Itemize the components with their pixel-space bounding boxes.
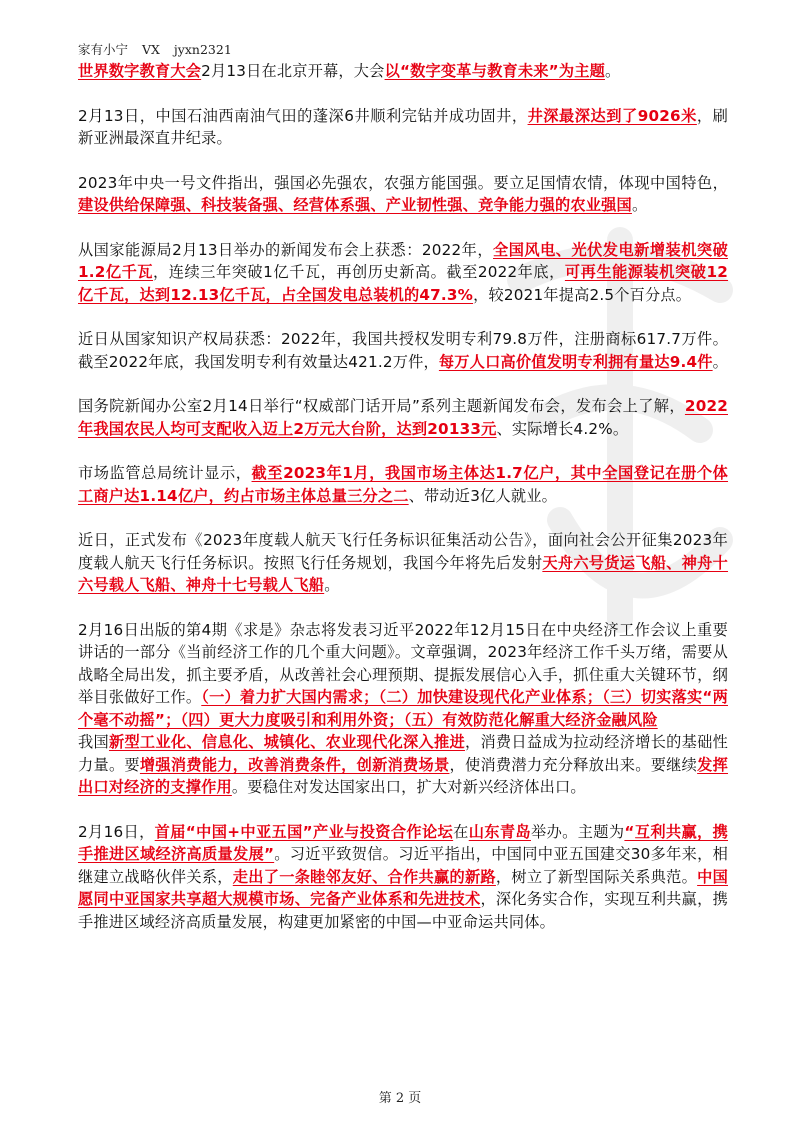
body-text: 、实际增长4.2%。 xyxy=(496,419,629,438)
highlighted-text: 新型工业化、信息化、城镇化、农业现代化深入推进 xyxy=(108,733,465,751)
body-text: 2月16日出版的第4期《求是》杂志将发表习近平2022年12月15日在中央经济工作会议上重要讲话的一部分《当前经济工作的几个重大问题》。文章强调，2023年经济工作千头万绪，需要从战略全局出发，抓主要矛盾，从改善社会心理预期、提振发展信心入手，抓住重大关键环节，纲举目张做好工作。 xyxy=(78,620,728,706)
body-text: 、带动近3亿人就业。 xyxy=(408,486,557,505)
paragraph xyxy=(78,60,728,83)
highlighted-text: 截至2023年1月，我国市场主体达1.7亿户，其中全国登记在册个体工商户达1.14亿户，约占市场主体总量三分之二 xyxy=(78,464,729,505)
body-text: ，消费日益成为拉动经济增长的基础性力量。要 xyxy=(78,733,729,774)
body-text: 近日，正式发布《2023年度载人航天飞行任务标识征集活动公告》，面向社会公开征集2023年度载人航天飞行任务标识。按照飞行任务规划，我国今年将先后发射 xyxy=(78,531,728,572)
body-text: 2月13日，中国石油西南油气田的蓬深6井顺利完钻并成功固井， xyxy=(78,106,528,125)
highlighted-text: 每万人口高价值发明专利拥有量达9.4件 xyxy=(438,352,713,371)
body-text: ，连续三年突破1亿千瓦，再创历史新高。截至2022年底， xyxy=(153,263,565,281)
highlighted-text: 首届“中国+中亚五国”产业与投资合作论坛 xyxy=(154,822,454,841)
body-text: 2月16日， xyxy=(78,822,155,841)
body-text: 。 xyxy=(324,576,340,594)
header-source: 家有小宁 xyxy=(78,42,129,57)
highlighted-text: 增强消费能力，改善消费条件，创新消费场景 xyxy=(139,755,450,774)
highlighted-text: 以“数字变革与教育未来”为主题 xyxy=(384,62,605,80)
highlighted-text: “互利共赢，携手推进区域经济高质量发展” xyxy=(78,822,728,863)
paragraph xyxy=(78,619,728,732)
body-text: ，深化务实合作，实现互利共赢，携手推进区域经济高质量发展，构建更加紧密的中国—中亚命运共同体。 xyxy=(78,890,728,931)
highlighted-text: 全国风电、光伏发电新增装机突破1.2亿千瓦 xyxy=(78,240,728,281)
body-text: 。 xyxy=(631,196,648,214)
body-text: 国务院新闻办公室2月14日举行“权威部门话开局”系列主题新闻发布会，发布会上了解， xyxy=(78,397,685,415)
paragraph xyxy=(78,172,728,217)
body-text: ，使消费潜力充分释放出来。要继续 xyxy=(449,755,698,774)
highlighted-text: 天舟六号货运飞船、神舟十六号载人飞船、神舟十七号载人飞船 xyxy=(78,553,729,594)
paragraph xyxy=(78,328,728,373)
highlighted-text: 山东青岛 xyxy=(468,822,531,841)
page-header xyxy=(78,40,242,58)
highlighted-text: 发挥出口对经济的支撑作用 xyxy=(78,755,729,796)
paragraph xyxy=(78,105,728,150)
body-text: 2月13日在北京开幕，大会 xyxy=(201,62,385,80)
body-text: 举办。主题为 xyxy=(531,822,625,841)
paragraph xyxy=(78,395,728,440)
page-number: 第 2 页 xyxy=(378,1091,422,1106)
highlighted-text: 世界数字教育大会 xyxy=(78,62,202,80)
body-text: 我国 xyxy=(78,733,109,751)
paragraph xyxy=(78,821,728,934)
header-id: jyxn2321 xyxy=(173,42,232,57)
paragraph xyxy=(78,239,728,307)
paragraph xyxy=(78,529,728,597)
body-text: 市场监管总局统计显示， xyxy=(78,464,252,482)
body-text: 在 xyxy=(453,822,469,841)
body-text: 从国家能源局2月13日举办的新闻发布会上获悉：2022年， xyxy=(78,240,494,259)
body-text: 。习近平致贺信。习近平指出，中国同中亚五国建交30多年来，相继建立战略伙伴关系， xyxy=(78,845,728,886)
highlighted-text: 走出了一条睦邻友好、合作共赢的新路 xyxy=(232,867,496,886)
body-text: ，刷新亚洲最深直井纪录。 xyxy=(78,106,728,147)
highlighted-text: （一）着力扩大国内需求；（二）加快建设现代化产业体系；（三）切实落实“两个毫不动摇”；（四）更大力度吸引和利用外资；（五）有效防范化解重大经济金融风险 xyxy=(78,688,728,729)
highlighted-text: 可再生能源装机突破12亿千瓦，达到12.13亿千瓦，占全国发电总装机的47.3% xyxy=(78,263,728,304)
paragraph xyxy=(78,731,728,799)
highlighted-text: 井深最深达到了9026米 xyxy=(527,106,697,125)
header-vx: VX xyxy=(142,42,160,57)
body-text: 。要稳住对发达国家出口，扩大对新兴经济体出口。 xyxy=(231,778,586,796)
body-text: 近日从国家知识产权局获悉：2022年，我国共授权发明专利79.8万件，注册商标617.7万件。截至2022年底，我国发明专利有效量达421.2万件， xyxy=(78,330,728,371)
highlighted-text: 中国愿同中亚国家共享超大规模市场、完备产业体系和先进技术 xyxy=(78,867,728,908)
body-text: 2023年中央一号文件指出，强国必先强农，农强方能国强。要立足国情农情，体现中国特色， xyxy=(78,173,728,192)
highlighted-text: 建设供给保障强、科技装备强、经营体系强、产业韧性强、竞争能力强的农业强国 xyxy=(78,196,632,214)
body-text: 。 xyxy=(712,352,729,371)
highlighted-text: 2022年我国农民人均可支配收入迈上2万元大台阶，达到20133元 xyxy=(78,397,728,438)
paragraph xyxy=(78,462,728,507)
body-text: ，树立了新型国际关系典范。 xyxy=(495,867,698,886)
body-text: 。 xyxy=(604,62,621,80)
article-body xyxy=(78,60,728,955)
body-text: ，较2021年提高2.5个百分点。 xyxy=(473,285,692,304)
